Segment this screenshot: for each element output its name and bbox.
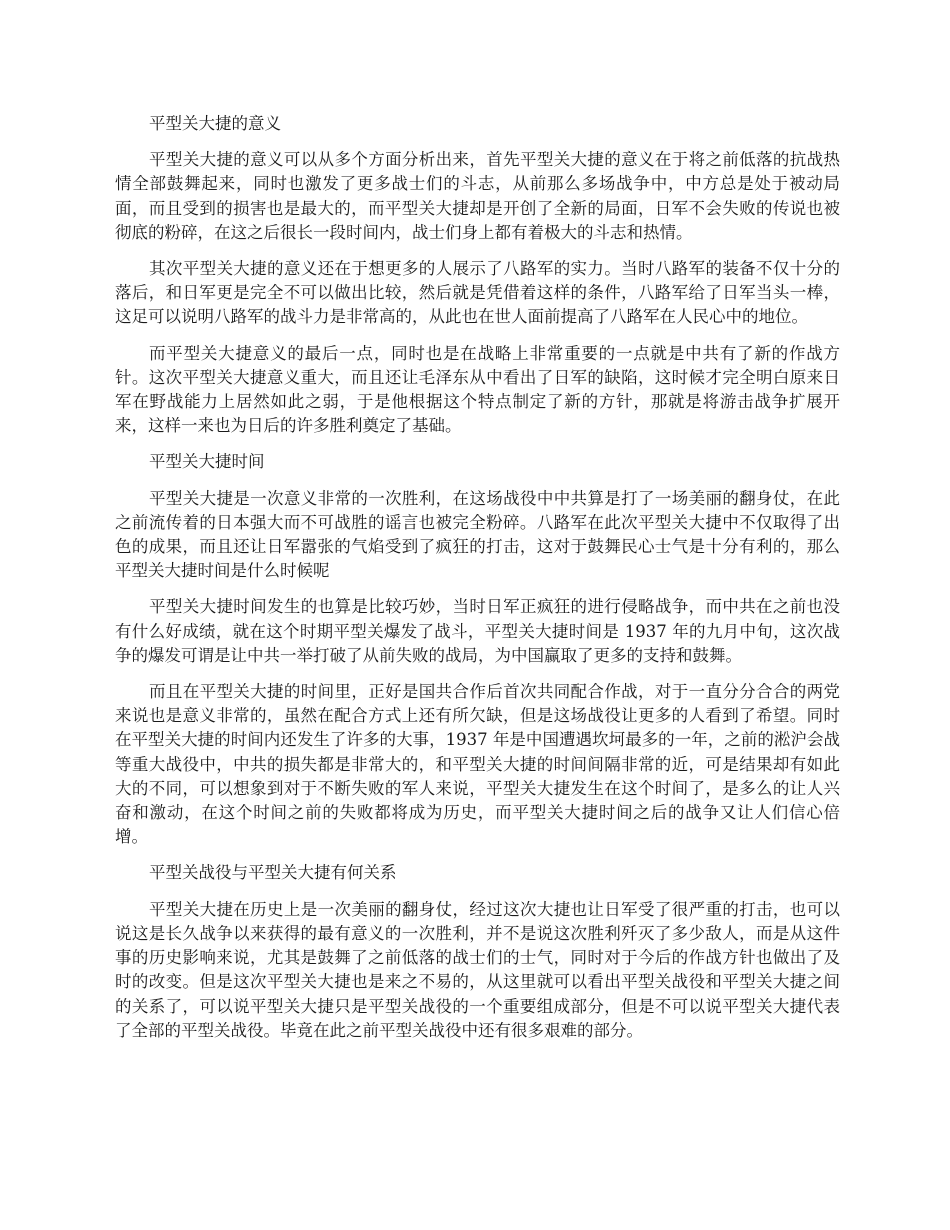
- document-page: [115, 112, 840, 1055]
- paragraph: 平型关大捷时间发生的也算是比较巧妙，当时日军正疯狂的进行侵略战争，而中共在之前也没有什么好成绩，就在这个时期平型关爆发了战斗，平型关大捷时间是 1937 年的九月中旬，这次战争的爆发可谓是让中共一举打破了从前失败的战局，为中国赢取了更多的支持和鼓舞。: [115, 597, 840, 665]
- section-heading: 平型关大捷的意义: [149, 114, 281, 133]
- paragraph: 其次平型关大捷的意义还在于想更多的人展示了八路军的实力。当时八路军的装备不仅十分的落后，和日军更是完全不可以做出比较，然后就是凭借着这样的条件，八路军给了日军当头一棒，这足可以说明八路军的战斗力是非常高的，从此也在世人面前提高了八路军在人民心中的地位。: [115, 259, 840, 327]
- paragraph: 平型关大捷在历史上是一次美丽的翻身仗，经过这次大捷也让日军受了很严重的打击，也可以说这是长久战争以来获得的最有意义的一次胜利，并不是说这次胜利歼灭了多少敌人，而是从这件事的历史影响来说，尤其是鼓舞了之前低落的战士们的士气，同时对于今后的作战方针也做出了及时的改变。但是这次平型关大捷也是来之不易的，从这里就可以看出平型关战役和平型关大捷之间的关系了，可以说平型关大捷只是平型关战役的一个重要组成部分，但是不可以说平型关大捷代表了全部的平型关战役。毕竟在此之前平型关战役中还有很多艰难的部分。: [115, 899, 840, 1040]
- paragraph: 平型关大捷的意义可以从多个方面分析出来，首先平型关大捷的意义在于将之前低落的抗战热情全部鼓舞起来，同时也激发了更多战士们的斗志，从前那么多场战争中，中方总是处于被动局面，而且受到的损害也是最大的，而平型关大捷却是开创了全新的局面，日军不会失败的传说也被彻底的粉碎，在这之后很长一段时间内，战士们身上都有着极大的斗志和热情。: [115, 150, 840, 242]
- section-heading: 平型关战役与平型关大捷有何关系: [149, 863, 397, 883]
- paragraph: 平型关大捷是一次意义非常的一次胜利，在这场战役中中共算是打了一场美丽的翻身仗，在此之前流传着的日本强大而不可战胜的谣言也被完全粉碎。八路军在此次平型关大捷中不仅取得了出色的成果，而且还让日军嚣张的气焰受到了疯狂的打击，这对于鼓舞民心士气是十分有利的，那么平型关大捷时间是什么时候呢: [115, 488, 840, 581]
- paragraph: 而且在平型关大捷的时间里，正好是国共合作后首次共同配合作战，对于一直分分合合的两党来说也是意义非常的，虽然在配合方式上还有所欠缺，但是这场战役让更多的人看到了希望。同时在平型关大捷的时间内还发生了许多的大事，1937 年是中国遭遇坎坷最多的一年，之前的淞沪会战等重大战役中，中共的损失都是非常大的，和平型关大捷的时间间隔非常的近，可是结果却有如此大的不同，可以想象到对于不断失败的军人来说，平型关大捷发生在这个时间了，是多么的让人兴奋和激动，在这个时间之前的失败都将成为历史，而平型关大捷时间之后的战争又让人们信心倍增。: [115, 682, 840, 847]
- paragraph: 而平型关大捷意义的最后一点，同时也是在战略上非常重要的一点就是中共有了新的作战方针。这次平型关大捷意义重大，而且还让毛泽东从中看出了日军的缺陷，这时候才完全明白原来日军在野战能力上居然如此之弱，于是他根据这个特点制定了新的方针，那就是将游击战争扩展开来，这样一来也为日后的许多胜利奠定了基础。: [115, 343, 840, 436]
- section-heading: 平型关大捷时间: [149, 452, 265, 472]
